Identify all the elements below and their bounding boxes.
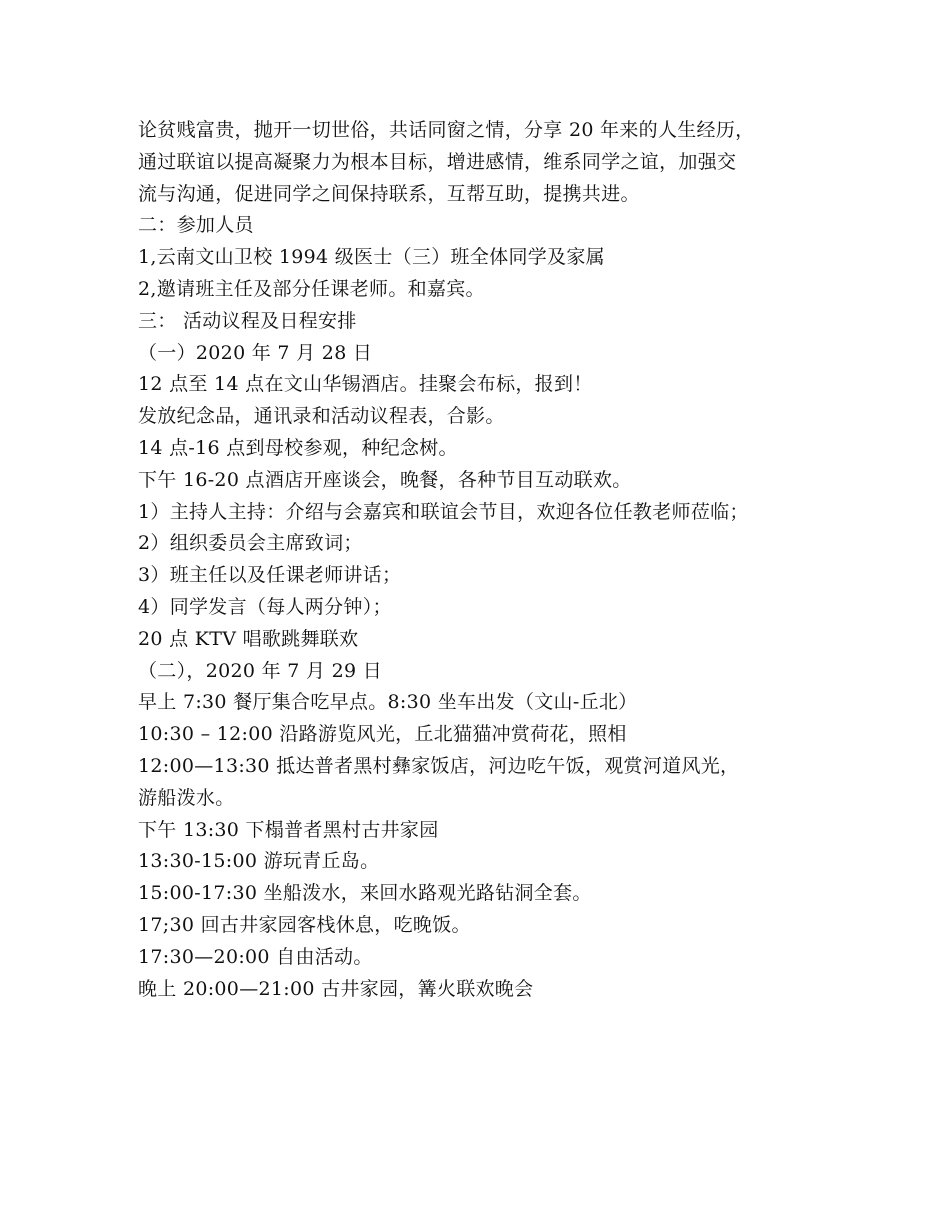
schedule-item: 20 点 KTV 唱歌跳舞联欢 [138, 627, 359, 650]
schedule-item: 13:30-15:00 游玩青丘岛。 [138, 850, 380, 873]
schedule-item: 17:30—20:00 自由活动。 [138, 945, 373, 968]
text-line: 流与沟通，促进同学之间保持联系，互帮互助，提携共进。 [138, 182, 640, 205]
schedule-item: 下午 16-20 点酒店开座谈会，晚餐，各种节目互动联欢。 [138, 468, 632, 491]
schedule-item: 10:30 – 12:00 沿路游览风光，丘北猫猫冲赏荷花，照相 [138, 723, 627, 746]
agenda-item: 4）同学发言（每人两分钟）； [138, 595, 392, 618]
schedule-item: 12:00—13:30 抵达普者黑村彝家饭店，河边吃午饭，观赏河道风光， [138, 754, 740, 777]
document-body [138, 115, 838, 1005]
text-line: 通过联谊以提高凝聚力为根本目标，增进感情，维系同学之谊，加强交 [138, 150, 737, 173]
schedule-item: 游船泼水。 [138, 786, 235, 809]
section-heading: 二：参加人员 [138, 214, 254, 237]
schedule-item: 发放纪念品，通讯录和活动议程表，合影。 [138, 405, 505, 428]
section-heading: 三： 活动议程及日程安排 [138, 309, 357, 332]
text-line: 2,邀请班主任及部分任课老师。和嘉宾。 [138, 277, 485, 300]
schedule-item: 晚上 20:00—21:00 古井家园，篝火联欢晚会 [138, 977, 534, 1000]
agenda-item: 3）班主任以及任课老师讲话； [138, 564, 402, 587]
day-heading: （一）2020 年 7 月 28 日 [138, 341, 373, 364]
schedule-item: 下午 13:30 下榻普者黑村古井家园 [138, 818, 439, 841]
schedule-item: 17;30 回古井家园客栈休息，吃晚饭。 [138, 913, 471, 936]
schedule-item: 14 点-16 点到母校参观，种纪念树。 [138, 436, 458, 459]
day-heading: （二），2020 年 7 月 29 日 [138, 659, 383, 682]
schedule-item: 早上 7:30 餐厅集合吃早点。8:30 坐车出发（文山-丘北） [138, 691, 638, 714]
schedule-item: 15:00-17:30 坐船泼水，来回水路观光路钻洞全套。 [138, 882, 592, 905]
agenda-item: 2）组织委员会主席致词； [138, 532, 363, 555]
agenda-item: 1）主持人主持：介绍与会嘉宾和联谊会节目，欢迎各位任教老师莅临； [138, 500, 749, 523]
text-line: 1,云南文山卫校 1994 级医士（三）班全体同学及家属 [138, 246, 605, 269]
text-line: 论贫贱富贵，抛开一切世俗，共话同窗之情，分享 20 年来的人生经历， [138, 119, 755, 141]
schedule-item: 12 点至 14 点在文山华锡酒店。挂聚会布标，报到！ [138, 373, 593, 396]
